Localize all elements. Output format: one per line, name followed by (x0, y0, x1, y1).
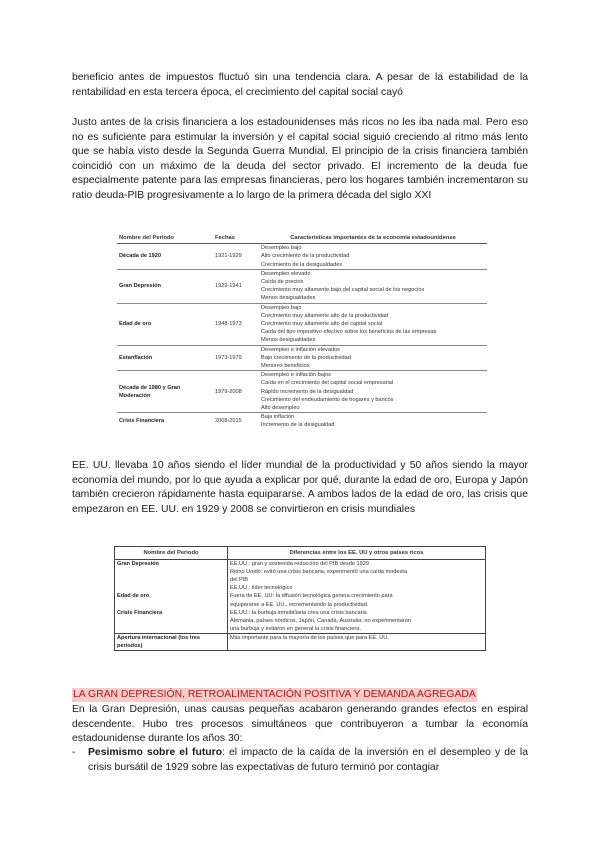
period-feature: Incremento de la desigualdad (261, 422, 335, 429)
periods-row (117, 345, 487, 371)
paragraph-great-depression: En la Gran Depresión, unas causas pequeñas acabaron generando grandes efectos en espiral descendente. Hubo tres procesos simultáneos que contribuyeron a tumbar la economía estadounidense durante los años 30: (72, 704, 528, 745)
paragraph-financial-crisis: Justo antes de la crisis financiera a los estadounidenses más ricos no les iba nada mal. Pero eso no es suficiente para estimular la inversión y el capital social siguió creciendo al ritmo más lento que se había visto desde la Segunda Guerra Mundial. El principio de la crisis financiera también coincidió con un máximo de la deuda del sector privado. El incremento de la deuda fue especialmente patente para las empresas financieras, pero los hogares también incrementaron su ratio deuda-PIB progresivamente a lo largo de la primera década del siglo XXI (72, 117, 528, 201)
period-feature: Desempleo bajo (261, 245, 302, 252)
differences-period-name: Gran Depresión (115, 560, 228, 585)
period-name: Gran Depresión (117, 269, 213, 303)
differences-detail (228, 633, 486, 650)
differences-detail-line: Más importante para la mayoría de los países que para EE. UU. (230, 634, 389, 641)
period-features (259, 413, 487, 430)
period-name: Década de 1980 y Gran Moderación (117, 371, 213, 413)
period-feature: Menos desigualdades (261, 337, 316, 344)
period-feature: Crecimiento muy altamente alto del capital social (261, 321, 383, 328)
differences-detail-line: una burbuja y evitaron en general la crisis financiera. (230, 625, 361, 632)
differences-detail-line: EE.UU.: gran y sostenida reducción del PIB desde 1929 (230, 561, 369, 568)
differences-table (114, 546, 486, 651)
period-features (259, 269, 487, 303)
period-feature: Menos desigualdades (261, 295, 316, 302)
period-feature: Caída de precios (261, 279, 304, 286)
bullet-text: : el impacto de la caída de la inversión en el desempleo y de la crisis bursátil de 1929 sobre las expectativas de futuro terminó por contagiar (88, 747, 528, 773)
differences-row (115, 633, 486, 650)
differences-detail-line: EE.UU.: la burbuja inmobiliaria crea una crisis bancaria (230, 609, 367, 616)
differences-detail-line: Alemania, países nórdicos, Japón, Canadá, Australia: no experimentaron (230, 617, 411, 624)
periods-row (117, 244, 487, 270)
period-feature: Desempleo elevado (261, 270, 311, 277)
differences-header-name: Nombre del Periodo (115, 547, 228, 560)
differences-detail-line: Reino Unido: evitó una crisis bancaria, experimentó una caída modesta (230, 569, 407, 576)
differences-detail-line: EE.UU.: líder tecnológico (230, 585, 293, 592)
periods-header-dates: Fechas (213, 233, 259, 244)
period-features (259, 345, 487, 371)
period-name: Década de 1920 (117, 244, 213, 270)
differences-period-name: Apertura internacional (los tres periodos) (115, 633, 228, 650)
period-features (259, 303, 487, 345)
period-feature: Crecimiento del endeudamiento de hogares y bancos (261, 396, 394, 403)
section-heading: LA GRAN DEPRESIÓN, RETROALIMENTACIÓN POSITIVA Y DEMANDA AGREGADA (73, 689, 476, 700)
periods-header-name: Nombre del Periodo (117, 233, 213, 244)
differences-period-name: Edad de oro (115, 584, 228, 608)
period-feature: Rápido incremento de la desigualdad (261, 388, 354, 395)
period-name: Estanflación (117, 345, 213, 371)
period-features (259, 244, 487, 270)
differences-detail (228, 584, 486, 608)
period-dates: 1921-1929 (213, 244, 259, 270)
differences-detail (228, 560, 486, 585)
period-feature: Desempleo e inflación bajos (261, 372, 331, 379)
bullet-pessimism (72, 746, 528, 775)
periods-row (117, 371, 487, 413)
period-dates: 1929-1941 (213, 269, 259, 303)
periods-header-features: Características importantes de la economía estadounidense (259, 233, 487, 244)
paragraph-us-leader: EE. UU. llevaba 10 años siendo el líder mundial de la productividad y 50 años siendo la mayor economía del mundo, por lo que ayuda a explicar por qué, durante la edad de oro, Europa y Japón también crecieron rápidamente hasta equipararse. A ambos lados de la edad de oro, las crisis que empezaron en EE. UU. en 1929 y 2008 se convirtieron en crisis mundiales (72, 460, 528, 515)
period-features (259, 371, 487, 413)
period-feature: Caída del tipo impositivo efectivo sobre los beneficios de las empresas (261, 329, 437, 336)
period-name: Edad de oro (117, 303, 213, 345)
period-dates: 2008-2015 (215, 418, 242, 425)
period-feature: Desempleo bajo (261, 304, 302, 311)
period-feature: Crecimiento de la desigualdades (261, 261, 343, 268)
periods-table (117, 233, 487, 430)
period-feature: Caída en el crecimiento del capital social empresarial (261, 380, 394, 387)
period-dates: 1973-1979 (213, 345, 259, 371)
differences-header-diff: Diferencias entre los EE. UU y otros países ricos (228, 547, 486, 560)
differences-row (115, 609, 486, 634)
differences-detail (228, 609, 486, 634)
periods-row (117, 269, 487, 303)
period-feature: Baja inflación (261, 414, 295, 421)
period-feature: Alto crecimiento de la productividad (261, 253, 350, 260)
periods-row (117, 413, 487, 430)
period-name: Crisis Financiera (119, 418, 165, 425)
bullet-dash: - (72, 747, 76, 758)
period-feature: Crecimiento muy altamente alto de la productividad (261, 312, 389, 319)
period-feature: Alto desempleo (261, 405, 300, 412)
differences-detail-line: equipararse a EE. UU., incrementando la productividad. (230, 601, 369, 608)
period-feature: Menores beneficios (261, 363, 310, 370)
paragraph-profitability: beneficio antes de impuestos fluctuó sin una tendencia clara. A pesar de la estabilidad de la rentabilidad en esta tercera época, el crecimiento del capital social cayó (72, 72, 528, 98)
differences-detail-line: del PIB (230, 577, 249, 584)
period-feature: Bajo crecimiento de la productividad (261, 354, 351, 361)
bullet-bold-term: Pesimismo sobre el futuro (88, 747, 223, 758)
period-feature: Crecimiento muy altamente bajo del capital social de los negocios (261, 287, 425, 294)
differences-detail-line: Fuera de EE. UU: la difusión tecnológica genera crecimiento para (230, 593, 393, 600)
differences-period-name: Crisis Financiera (115, 609, 228, 634)
differences-row (115, 584, 486, 608)
differences-row (115, 560, 486, 585)
period-feature: Desempleo e inflación elevados (261, 346, 340, 353)
periods-row (117, 303, 487, 345)
period-dates: 1979-2008 (213, 371, 259, 413)
period-dates: 1948-1973 (213, 303, 259, 345)
